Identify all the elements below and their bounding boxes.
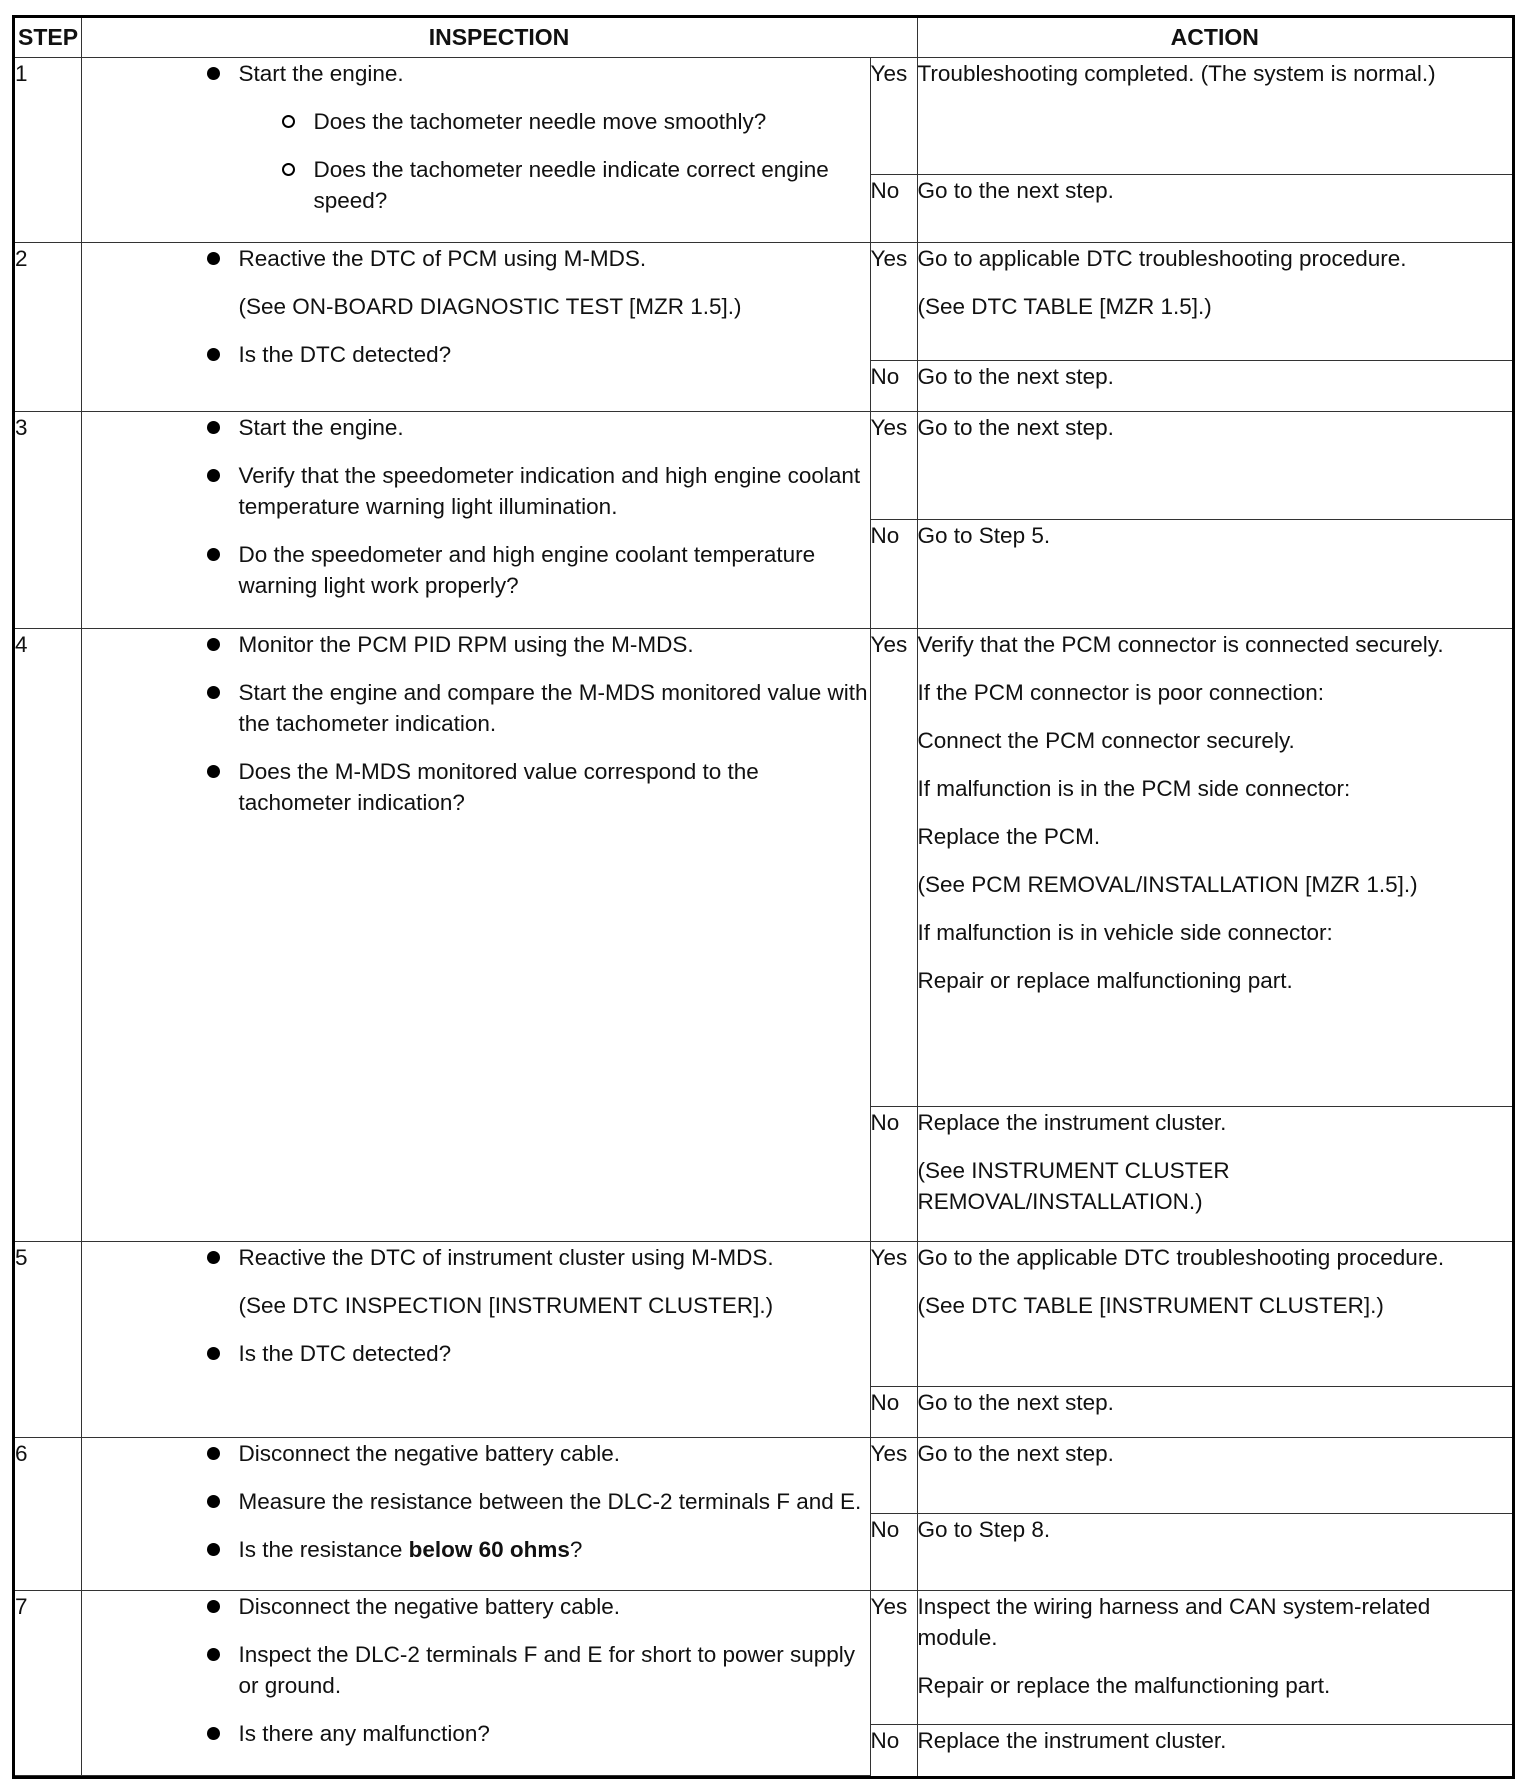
step-row-6: [15, 1438, 1512, 1514]
no-label: No: [870, 520, 917, 629]
inspection-bullet-item: [82, 1639, 870, 1701]
inspection-reference-note: [82, 1290, 870, 1321]
action-paragraph: Troubleshooting completed. (The system is normal.): [917, 61, 1436, 86]
no-action-cell: [917, 520, 1512, 629]
inspection-text: Start the engine.: [238, 61, 404, 86]
inspection-column-header: INSPECTION: [81, 18, 917, 58]
yes-action-cell: [917, 58, 1512, 175]
inspection-bullet-item: [82, 539, 870, 601]
inspection-cell: [81, 1438, 870, 1590]
inspection-text: Verify that the speedometer indication and high engine coolant temperature warning light illumination.: [238, 462, 861, 519]
inspection-text: Start the engine.: [238, 414, 404, 440]
no-action-cell: [917, 360, 1512, 411]
action-paragraph: If the PCM connector is poor connection:: [917, 680, 1324, 706]
no-action-cell: [917, 1107, 1512, 1241]
inspection-bullet-item: [82, 58, 870, 89]
inspection-bullet-item: [82, 1242, 870, 1273]
table-body: [15, 58, 1512, 1776]
inspection-text: Reactive the DTC of instrument cluster using M-MDS.: [238, 1244, 774, 1270]
inspection-bullet-item: [82, 1534, 870, 1565]
action-paragraph: (See PCM REMOVAL/INSTALLATION [MZR 1.5].): [917, 872, 1418, 898]
no-label: No: [870, 1386, 917, 1437]
inspection-sub-item: [82, 154, 870, 216]
yes-action-cell: [917, 1590, 1512, 1724]
action-paragraph: Go to the next step.: [917, 414, 1114, 440]
yes-action-cell: [917, 411, 1512, 519]
inspection-bullet-item: [82, 756, 870, 818]
inspection-text-after: ?: [569, 1537, 583, 1563]
action-paragraph: (See DTC TABLE [INSTRUMENT CLUSTER].): [917, 1292, 1384, 1318]
inspection-text: Is the resistance: [238, 1537, 409, 1563]
inspection-text: (See DTC INSPECTION [INSTRUMENT CLUSTER].): [238, 1292, 774, 1318]
diagnostic-table: [15, 18, 1512, 1776]
step-row-2: [15, 242, 1512, 360]
inspection-text: (See ON-BOARD DIAGNOSTIC TEST [MZR 1.5].): [238, 293, 742, 319]
action-paragraph: Go to the next step.: [917, 363, 1114, 389]
action-paragraph: Go to Step 8.: [917, 1516, 1051, 1542]
inspection-bullet-item: [82, 1486, 870, 1517]
no-action-cell: [917, 1513, 1512, 1590]
inspection-text: Is there any malfunction?: [238, 1720, 490, 1746]
no-label: No: [870, 360, 917, 411]
action-paragraph: Repair or replace malfunctioning part.: [917, 968, 1293, 994]
step-number: 6: [15, 1438, 81, 1590]
yes-label: Yes: [870, 242, 917, 360]
yes-action-cell: [917, 1241, 1512, 1386]
action-paragraph: Go to the next step.: [917, 177, 1114, 203]
inspection-sub-item: [82, 106, 870, 137]
action-paragraph: Replace the PCM.: [917, 824, 1101, 850]
inspection-bullet-item: [82, 1438, 870, 1469]
action-paragraph: Go to applicable DTC troubleshooting procedure.: [917, 245, 1407, 271]
inspection-bullet-item: [82, 412, 870, 443]
yes-action-cell: [917, 629, 1512, 1107]
inspection-text: Disconnect the negative battery cable.: [238, 1441, 620, 1467]
action-paragraph: Go to the applicable DTC troubleshooting procedure.: [917, 1244, 1445, 1270]
inspection-bold-text: below 60 ohms: [408, 1537, 570, 1563]
no-action-cell: [917, 1386, 1512, 1437]
yes-label: Yes: [870, 58, 917, 175]
step-number: 4: [15, 629, 81, 1241]
table-header-row: [15, 18, 1512, 58]
action-paragraph: (See INSTRUMENT CLUSTER REMOVAL/INSTALLATION.): [917, 1158, 1230, 1215]
inspection-text: Inspect the DLC-2 terminals F and E for short to power supply or ground.: [238, 1641, 856, 1698]
inspection-bullet-item: [82, 1591, 870, 1622]
inspection-bullet-item: [82, 1338, 870, 1369]
action-paragraph: Verify that the PCM connector is connected securely.: [917, 632, 1444, 658]
yes-label: Yes: [870, 1241, 917, 1386]
inspection-text: Is the DTC detected?: [238, 341, 452, 367]
inspection-text: Do the speedometer and high engine coolant temperature warning light work properly?: [238, 541, 816, 598]
inspection-text: Start the engine and compare the M-MDS monitored value with the tachometer indication.: [238, 680, 868, 737]
action-paragraph: If malfunction is in the PCM side connector:: [917, 776, 1351, 802]
action-paragraph: Replace the instrument cluster.: [917, 1727, 1227, 1753]
step-number: 2: [15, 242, 81, 411]
no-action-cell: [917, 1724, 1512, 1775]
inspection-cell: [81, 1241, 870, 1437]
inspection-bullet-item: [82, 629, 870, 660]
inspection-text: Does the tachometer needle move smoothly?: [313, 109, 767, 134]
yes-action-cell: [917, 242, 1512, 360]
yes-label: Yes: [870, 411, 917, 519]
step-number: 7: [15, 1590, 81, 1776]
inspection-cell: [81, 1590, 870, 1776]
step-number: 5: [15, 1241, 81, 1437]
step-row-4: [15, 629, 1512, 1107]
action-paragraph: Go to the next step.: [917, 1441, 1114, 1467]
step-number: 1: [15, 58, 81, 243]
action-paragraph: Inspect the wiring harness and CAN system-related module.: [917, 1593, 1431, 1650]
step-row-1: [15, 58, 1512, 175]
inspection-cell: [81, 411, 870, 628]
action-paragraph: Go to the next step.: [917, 1389, 1114, 1415]
inspection-text: Does the M-MDS monitored value correspond to the tachometer indication?: [238, 759, 759, 816]
no-label: No: [870, 1724, 917, 1775]
action-paragraph: Repair or replace the malfunctioning part.: [917, 1672, 1331, 1698]
no-label: No: [870, 1107, 917, 1241]
inspection-text: Disconnect the negative battery cable.: [238, 1593, 620, 1619]
step-number: 3: [15, 411, 81, 628]
inspection-text: Is the DTC detected?: [238, 1340, 452, 1366]
action-paragraph: Connect the PCM connector securely.: [917, 728, 1295, 754]
action-paragraph: Go to Step 5.: [917, 523, 1051, 549]
step-row-7: [15, 1590, 1512, 1724]
inspection-bullet-item: [82, 460, 870, 522]
inspection-bullet-item: [82, 1718, 870, 1749]
action-paragraph: (See DTC TABLE [MZR 1.5].): [917, 293, 1212, 319]
no-label: No: [870, 1513, 917, 1590]
step-row-5: [15, 1241, 1512, 1386]
yes-label: Yes: [870, 1590, 917, 1724]
step-row-3: [15, 411, 1512, 519]
inspection-bullet-item: [82, 339, 870, 370]
troubleshooting-document: [12, 15, 1515, 1779]
inspection-text: Monitor the PCM PID RPM using the M-MDS.: [238, 632, 694, 658]
inspection-text: Reactive the DTC of PCM using M-MDS.: [238, 245, 647, 271]
yes-label: Yes: [870, 629, 917, 1107]
inspection-cell: [81, 58, 870, 243]
action-paragraph: If malfunction is in vehicle side connector:: [917, 920, 1333, 946]
action-paragraph: Replace the instrument cluster.: [917, 1110, 1227, 1136]
no-label: No: [870, 174, 917, 242]
action-column-header: ACTION: [917, 18, 1512, 58]
step-column-header: STEP: [15, 18, 81, 58]
inspection-cell: [81, 629, 870, 1241]
no-action-cell: [917, 174, 1512, 242]
inspection-reference-note: [82, 291, 870, 322]
yes-action-cell: [917, 1438, 1512, 1514]
inspection-bullet-item: [82, 243, 870, 274]
inspection-bullet-item: [82, 677, 870, 739]
inspection-text: Measure the resistance between the DLC-2 terminals F and E.: [238, 1489, 862, 1515]
yes-label: Yes: [870, 1438, 917, 1514]
inspection-cell: [81, 242, 870, 411]
inspection-text: Does the tachometer needle indicate correct engine speed?: [313, 157, 829, 213]
